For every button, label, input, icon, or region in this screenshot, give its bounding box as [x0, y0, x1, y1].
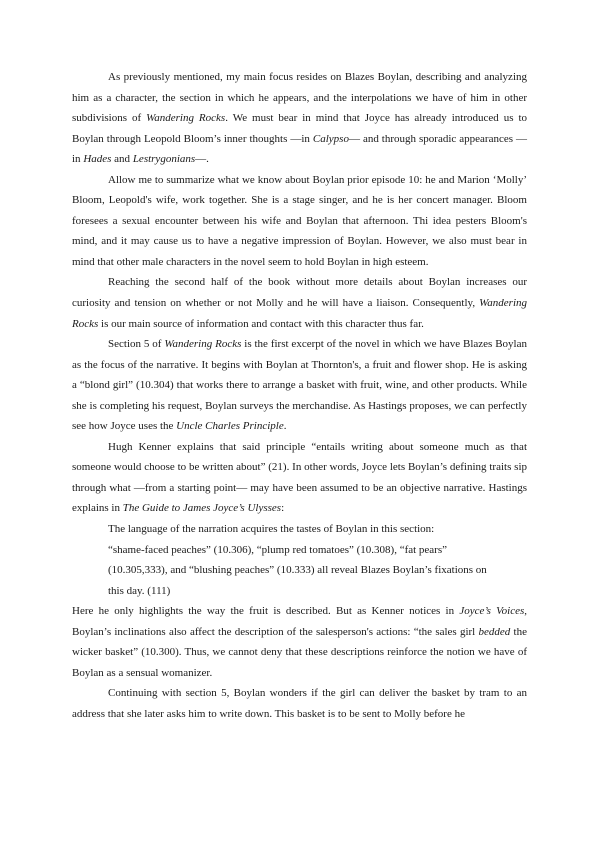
- text-run: — and through sporadic appearances —in: [72, 132, 527, 166]
- block-quote-line: this day. (111): [108, 584, 171, 597]
- block-quote-line: (10.305,333), and “blushing peaches” (10.333) all reveal Blazes Boylan’s fixations on: [108, 564, 487, 577]
- text-run: Continuing with section 5, Boylan wonders if the girl can deliver the basket by tram to an address that she later asks him to write down. This basket is to be sent to Molly before he: [72, 687, 527, 720]
- italic-text-run: Calypso: [312, 132, 349, 145]
- block-quote-line: The language of the narration acquires the tastes of Boylan in this section:: [108, 523, 435, 536]
- italic-text-run: Hades: [83, 153, 112, 166]
- paragraph-1: [72, 67, 527, 170]
- italic-text-run: The Guide to James Joyce’s Ulysses: [122, 502, 282, 515]
- text-run: As previously mentioned, my main focus resides on Blazes Boylan, describing and analyzing him as a character, the section in which he appears, and the interpolations we have of him in other subdivisions of: [72, 71, 527, 125]
- text-run: the wicker basket” (10.300). Thus, we cannot deny that these descriptions reinforce the notion we have of Boylan as a sensual womanizer.: [72, 625, 527, 679]
- text-run: —.: [195, 153, 209, 166]
- italic-text-run: Wandering Rocks: [164, 338, 242, 351]
- page-text: [72, 67, 527, 725]
- text-run: Reaching the second half of the book without more details about Boylan increases our curiosity and tension on whether or not Molly and he will have a liaison. Consequently,: [72, 276, 527, 310]
- text-run: is the first excerpt of the novel in which we have Blazes Boylan as the focus of the narrative. It begins with Boylan at Thornton's, a fruit and flower shop. He is asking a “blond girl” (10.304) that works there to arrange a basket with fruit, wine, and other products. While she is completing his request, Boylan surveys the merchandise. As Hastings proposes, we can perfectly see how Joyce uses the: [72, 338, 527, 433]
- italic-text-run: Joyce’s Voices: [459, 605, 525, 618]
- block-quote: [108, 519, 527, 601]
- italic-text-run: Lestrygonians: [132, 153, 196, 166]
- italic-text-run: bedded: [478, 625, 511, 638]
- italic-text-run: Uncle Charles Principle: [176, 420, 284, 433]
- block-quote-line: “shame-faced peaches” (10.306), “plump red tomatoes” (10.308), “fat pears”: [108, 543, 448, 556]
- text-run: Allow me to summarize what we know about Boylan prior episode 10: he and Marion ‘Molly’ Bloom, Leopold's wife, work together. She is a stage singer, and he is her concert manager. Bloom foresees a sexual encounter between his wife and Boylan that afternoon. Thi idea pesters Bloom's mind, and it may cause us to have a negative impression of Boylan. However, we also must bear in mind that other male characters in the novel seem to hold Boylan in high esteem.: [72, 173, 527, 268]
- paragraph-2: [72, 170, 527, 273]
- text-run: .: [283, 420, 287, 433]
- paragraph-4: [72, 334, 527, 437]
- italic-text-run: Wandering Rocks: [146, 112, 226, 125]
- text-run: and: [111, 153, 133, 166]
- text-run: Section 5 of: [108, 338, 165, 351]
- text-run: Here he only highlights the way the fruit is described. But as Kenner notices in: [72, 605, 460, 618]
- paragraph-7: [72, 683, 527, 724]
- italic-text-run: Wandering Rocks: [72, 297, 527, 330]
- paragraph-3: [72, 272, 527, 334]
- text-run: . We must bear in mind that Joyce has already introduced us to Boylan through Leopold Bloom’s inner thoughts —in: [72, 112, 527, 145]
- paragraph-6: [72, 601, 527, 683]
- text-run: Hugh Kenner explains that said principle “entails writing about someone much as that someone would choose to be written about” (21). In other words, Joyce lets Boylan’s defining traits sip through what —from a starting point— may have been assumed to be an objective narrative. Hastings explains in: [72, 440, 527, 515]
- paragraph-5: [72, 437, 527, 519]
- text-run: is our main source of information and contact with this character thus far.: [98, 317, 424, 330]
- text-run: :: [281, 502, 285, 515]
- text-run: , Boylan’s inclinations also affect the description of the salesperson's actions: “the sales girl: [72, 605, 527, 638]
